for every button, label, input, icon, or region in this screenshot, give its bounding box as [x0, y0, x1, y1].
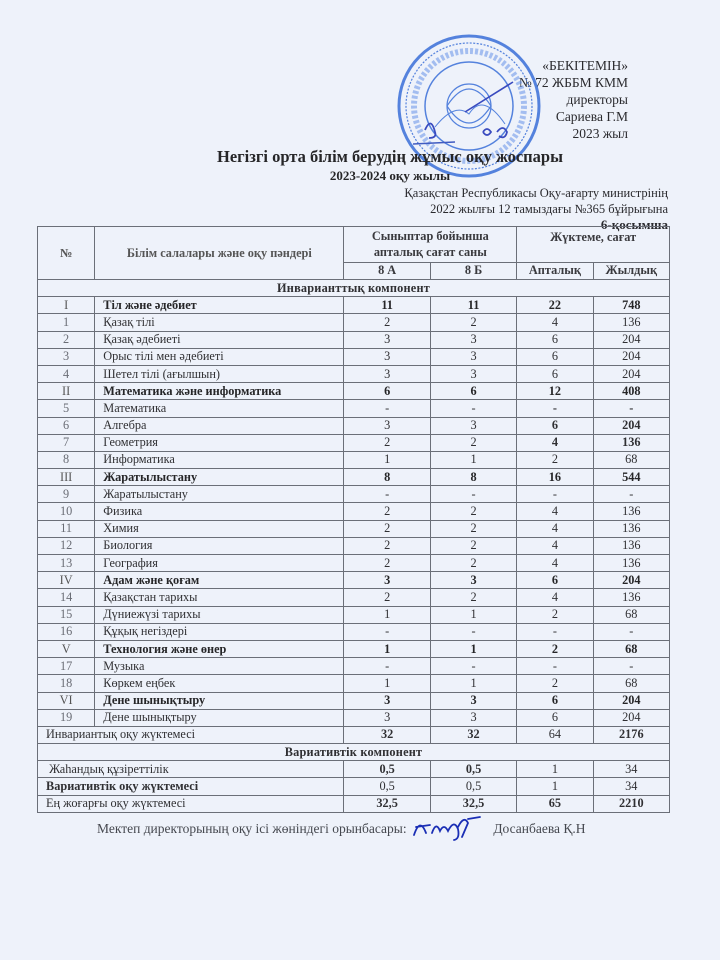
- row-value-y: 68: [593, 640, 669, 657]
- row-number: II: [38, 383, 95, 400]
- table-row: [38, 537, 670, 554]
- row-value-a: 2: [344, 520, 430, 537]
- row-value-w: -: [517, 400, 593, 417]
- invariant-total-label: Инвариантық оқу жүктемесі: [38, 726, 344, 743]
- table-row: [38, 520, 670, 537]
- invariant-total-y: 2176: [593, 726, 669, 743]
- curriculum-table: [37, 226, 670, 813]
- row-value-y: 544: [593, 469, 669, 486]
- invariant-total-a: 32: [344, 726, 430, 743]
- row-value-b: 3: [430, 692, 516, 709]
- row-value-y: 68: [593, 451, 669, 468]
- row-value-y: -: [593, 658, 669, 675]
- row-subject: Информатика: [95, 451, 344, 468]
- row-number: 1: [38, 314, 95, 331]
- row-value-b: -: [430, 400, 516, 417]
- row-subject: Химия: [95, 520, 344, 537]
- row-value-y: 136: [593, 555, 669, 572]
- row-value-y: 408: [593, 383, 669, 400]
- row-subject: Тіл және әдебиет: [95, 297, 344, 314]
- order-line-1: Қазақстан Республикасы Оқу-ағарту министрінің: [404, 186, 668, 200]
- row-value-b: 8: [430, 469, 516, 486]
- academic-year: 2023-2024 оқу жылы: [329, 168, 451, 183]
- variative-b: 0,5: [430, 761, 516, 778]
- row-value-y: 748: [593, 297, 669, 314]
- approval-year: 2023 жыл: [572, 126, 628, 141]
- invariant-total-row: [38, 726, 670, 743]
- row-number: V: [38, 640, 95, 657]
- row-number: 5: [38, 400, 95, 417]
- row-subject: Дене шынықтыру: [95, 692, 344, 709]
- row-value-y: 204: [593, 417, 669, 434]
- variative-total-a: 0,5: [344, 778, 430, 795]
- row-value-w: 2: [517, 451, 593, 468]
- row-number: 12: [38, 537, 95, 554]
- approval-date: [519, 125, 628, 142]
- table-row: [38, 606, 670, 623]
- row-subject: Биология: [95, 537, 344, 554]
- row-subject: Геометрия: [95, 434, 344, 451]
- row-value-w: 6: [517, 365, 593, 382]
- row-number: 18: [38, 675, 95, 692]
- row-subject: Технология және өнер: [95, 640, 344, 657]
- director-title: директоры: [566, 92, 628, 107]
- row-value-w: 2: [517, 606, 593, 623]
- row-value-a: 3: [344, 572, 430, 589]
- row-value-y: 136: [593, 537, 669, 554]
- variative-total-b: 0,5: [430, 778, 516, 795]
- row-value-w: 4: [517, 555, 593, 572]
- row-subject: Математика: [95, 400, 344, 417]
- row-value-y: 204: [593, 331, 669, 348]
- appendix-label: 6-қосымша: [600, 217, 668, 232]
- row-subject: Жаратылыстану: [95, 469, 344, 486]
- deputy-position: Мектеп директорының оқу ісі жөніндегі орынбасары:: [97, 821, 407, 836]
- invariant-total-b: 32: [430, 726, 516, 743]
- header-class-b: 8 Б: [430, 262, 516, 279]
- row-value-b: -: [430, 486, 516, 503]
- page-title: Негізгі орта білім берудің жұмыс оқу жоспары: [217, 147, 563, 166]
- row-number: III: [38, 469, 95, 486]
- section-variative: Вариативтік компонент: [38, 744, 670, 761]
- row-value-a: 3: [344, 365, 430, 382]
- row-subject: Қазақстан тарихы: [95, 589, 344, 606]
- table-row: [38, 331, 670, 348]
- director-name: Сариева Г.М: [555, 109, 628, 124]
- row-value-b: 1: [430, 606, 516, 623]
- row-value-w: 6: [517, 348, 593, 365]
- row-value-w: 6: [517, 331, 593, 348]
- row-number: 10: [38, 503, 95, 520]
- row-number: 16: [38, 623, 95, 640]
- row-number: 9: [38, 486, 95, 503]
- row-value-a: -: [344, 486, 430, 503]
- table-group-row: [38, 297, 670, 314]
- row-value-b: -: [430, 623, 516, 640]
- row-subject: Орыс тілі мен әдебиеті: [95, 348, 344, 365]
- row-value-y: 68: [593, 606, 669, 623]
- table-group-row: [38, 383, 670, 400]
- row-number: 17: [38, 658, 95, 675]
- row-value-a: 6: [344, 383, 430, 400]
- row-value-b: 3: [430, 709, 516, 726]
- row-value-a: 2: [344, 434, 430, 451]
- row-subject: Қазақ әдебиеті: [95, 331, 344, 348]
- row-number: I: [38, 297, 95, 314]
- row-value-a: 3: [344, 417, 430, 434]
- row-value-w: 22: [517, 297, 593, 314]
- header-subject: Білім салалары және оқу пәндері: [95, 227, 344, 280]
- row-value-b: 11: [430, 297, 516, 314]
- table-group-row: [38, 692, 670, 709]
- school-name: № 72 ЖББМ КММ: [518, 75, 628, 90]
- table-row: [38, 348, 670, 365]
- row-subject: География: [95, 555, 344, 572]
- variative-w: 1: [517, 761, 593, 778]
- row-value-b: 1: [430, 675, 516, 692]
- row-value-y: -: [593, 400, 669, 417]
- row-value-y: 204: [593, 572, 669, 589]
- header-yearly: Жылдық: [593, 262, 669, 279]
- row-value-a: 1: [344, 606, 430, 623]
- section-variative-row: [38, 744, 670, 761]
- row-value-y: 136: [593, 520, 669, 537]
- row-subject: Қазақ тілі: [95, 314, 344, 331]
- row-value-w: 6: [517, 692, 593, 709]
- row-subject: Музыка: [95, 658, 344, 675]
- approval-block: [519, 57, 628, 142]
- row-value-a: 2: [344, 555, 430, 572]
- row-number: 15: [38, 606, 95, 623]
- row-value-w: 4: [517, 520, 593, 537]
- row-value-b: 2: [430, 555, 516, 572]
- row-value-a: 3: [344, 331, 430, 348]
- header-no: №: [38, 227, 95, 280]
- table-row: [38, 589, 670, 606]
- row-value-a: 2: [344, 589, 430, 606]
- table-row: [38, 486, 670, 503]
- max-total-a: 32,5: [344, 795, 430, 812]
- row-value-y: 136: [593, 434, 669, 451]
- row-value-w: -: [517, 623, 593, 640]
- row-value-y: 204: [593, 692, 669, 709]
- row-value-b: 1: [430, 640, 516, 657]
- row-number: 2: [38, 331, 95, 348]
- row-value-b: -: [430, 658, 516, 675]
- table-group-row: [38, 640, 670, 657]
- row-value-b: 3: [430, 348, 516, 365]
- max-total-label: Ең жоғарғы оқу жүктемесі: [38, 795, 344, 812]
- table-row: [38, 314, 670, 331]
- table-row: [38, 365, 670, 382]
- row-value-a: -: [344, 623, 430, 640]
- row-value-y: 204: [593, 365, 669, 382]
- variative-total-y: 34: [593, 778, 669, 795]
- row-value-a: 2: [344, 537, 430, 554]
- row-subject: Жаратылыстану: [95, 486, 344, 503]
- row-number: 7: [38, 434, 95, 451]
- header-weekly-by-class: Сыныптар бойынша апталық сағат саны: [344, 227, 517, 263]
- row-value-b: 6: [430, 383, 516, 400]
- row-value-b: 2: [430, 434, 516, 451]
- row-number: 3: [38, 348, 95, 365]
- row-value-b: 2: [430, 537, 516, 554]
- row-value-w: 2: [517, 675, 593, 692]
- row-value-a: 1: [344, 675, 430, 692]
- row-value-a: 8: [344, 469, 430, 486]
- signature-icon: [410, 813, 490, 841]
- row-number: 4: [38, 365, 95, 382]
- table-group-row: [38, 469, 670, 486]
- row-value-a: 2: [344, 503, 430, 520]
- header-load: Жүктеме, сағат: [517, 227, 670, 263]
- row-value-b: 2: [430, 503, 516, 520]
- row-subject: Математика және информатика: [95, 383, 344, 400]
- row-value-w: 6: [517, 417, 593, 434]
- row-subject: Дене шынықтыру: [95, 709, 344, 726]
- row-value-y: -: [593, 623, 669, 640]
- table-group-row: [38, 572, 670, 589]
- variative-a: 0,5: [344, 761, 430, 778]
- row-value-y: 136: [593, 503, 669, 520]
- approval-heading: «БЕКІТЕМІН»: [542, 58, 628, 73]
- row-value-b: 3: [430, 417, 516, 434]
- table-row: [38, 675, 670, 692]
- row-value-b: 2: [430, 314, 516, 331]
- deputy-name: Досанбаева Қ.Н: [493, 821, 586, 836]
- row-number: 8: [38, 451, 95, 468]
- row-value-w: 4: [517, 537, 593, 554]
- row-value-a: 3: [344, 348, 430, 365]
- row-value-b: 2: [430, 589, 516, 606]
- table-row: [38, 709, 670, 726]
- row-value-y: 204: [593, 709, 669, 726]
- row-value-a: 3: [344, 709, 430, 726]
- order-line-2: 2022 жылғы 12 тамыздағы №365 бұйрығына: [430, 202, 668, 216]
- table-row: [38, 451, 670, 468]
- table-row: [38, 434, 670, 451]
- row-value-a: 1: [344, 640, 430, 657]
- row-value-a: -: [344, 658, 430, 675]
- row-number: 6: [38, 417, 95, 434]
- row-subject: Шетел тілі (ағылшын): [95, 365, 344, 382]
- max-total-y: 2210: [593, 795, 669, 812]
- row-number: 14: [38, 589, 95, 606]
- row-value-w: 6: [517, 709, 593, 726]
- footer-signature-line: [97, 813, 586, 841]
- max-total-w: 65: [517, 795, 593, 812]
- row-number: 13: [38, 555, 95, 572]
- row-value-w: 4: [517, 434, 593, 451]
- row-value-y: 136: [593, 589, 669, 606]
- row-value-w: 16: [517, 469, 593, 486]
- row-value-y: -: [593, 486, 669, 503]
- table-row: [38, 555, 670, 572]
- row-value-y: 204: [593, 348, 669, 365]
- row-value-y: 68: [593, 675, 669, 692]
- invariant-total-w: 64: [517, 726, 593, 743]
- row-subject: Дүниежүзі тарихы: [95, 606, 344, 623]
- row-number: IV: [38, 572, 95, 589]
- variative-y: 34: [593, 761, 669, 778]
- row-value-a: 2: [344, 314, 430, 331]
- row-value-b: 3: [430, 365, 516, 382]
- row-value-a: 11: [344, 297, 430, 314]
- row-value-a: -: [344, 400, 430, 417]
- row-value-b: 1: [430, 451, 516, 468]
- row-subject: Адам және қоғам: [95, 572, 344, 589]
- row-value-a: 1: [344, 451, 430, 468]
- row-value-w: 12: [517, 383, 593, 400]
- table-row: [38, 503, 670, 520]
- table-row: [38, 400, 670, 417]
- section-invariant: Инварианттық компонент: [38, 280, 670, 297]
- row-subject: Физика: [95, 503, 344, 520]
- header-weekly: Апталық: [517, 262, 593, 279]
- row-value-a: 3: [344, 692, 430, 709]
- row-value-b: 2: [430, 520, 516, 537]
- max-total-row: [38, 795, 670, 812]
- variative-total-w: 1: [517, 778, 593, 795]
- row-value-b: 3: [430, 331, 516, 348]
- row-value-w: 6: [517, 572, 593, 589]
- variative-row: [38, 761, 670, 778]
- row-number: 19: [38, 709, 95, 726]
- row-value-w: -: [517, 486, 593, 503]
- row-value-w: 4: [517, 314, 593, 331]
- row-subject: Көркем еңбек: [95, 675, 344, 692]
- row-value-y: 136: [593, 314, 669, 331]
- row-number: VI: [38, 692, 95, 709]
- table-row: [38, 623, 670, 640]
- variative-total-row: [38, 778, 670, 795]
- row-value-w: 4: [517, 589, 593, 606]
- max-total-b: 32,5: [430, 795, 516, 812]
- table-row: [38, 658, 670, 675]
- header-class-a: 8 А: [344, 262, 430, 279]
- table-row: [38, 417, 670, 434]
- variative-label: Жаһандық құзіреттілік: [38, 761, 344, 778]
- row-value-w: 2: [517, 640, 593, 657]
- row-number: 11: [38, 520, 95, 537]
- row-subject: Алгебра: [95, 417, 344, 434]
- row-value-b: 3: [430, 572, 516, 589]
- row-value-w: -: [517, 658, 593, 675]
- variative-total-label: Вариативтік оқу жүктемесі: [38, 778, 344, 795]
- row-subject: Құқық негіздері: [95, 623, 344, 640]
- row-value-w: 4: [517, 503, 593, 520]
